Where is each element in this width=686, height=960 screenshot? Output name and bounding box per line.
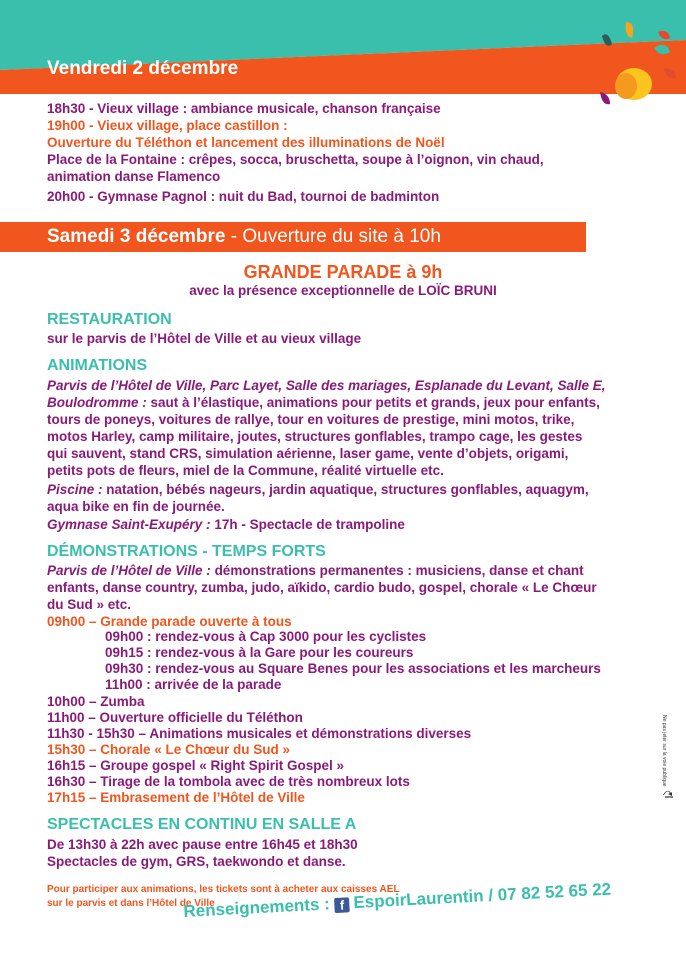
embrasement-word: Embrasement bbox=[100, 790, 190, 805]
embrasement-rest: de l’Hôtel de Ville bbox=[189, 790, 305, 805]
friday-title: Vendredi 2 décembre bbox=[47, 58, 239, 79]
footer-note-2: sur le parvis et dans l’Hôtel de Ville bbox=[47, 898, 215, 909]
animations-venues: Parvis de l’Hôtel de Ville, Parc Layet, Salle des mariages, Esplanade du Levant, Salle E, bbox=[47, 378, 606, 393]
contact-label: Renseignements : bbox=[183, 894, 331, 921]
venue-label: Boulodromme : bbox=[47, 395, 147, 410]
parvis-label: Parvis de l’Hôtel de Ville : bbox=[47, 563, 211, 578]
animations-line-3: tours de poneys, voitures de rallye, tour en voitures de prestige, mini motos, trike, bbox=[47, 412, 575, 427]
animations-line-9 bbox=[47, 516, 405, 533]
parvis-text: démonstrations permanentes : musiciens, danse et chant bbox=[210, 563, 584, 578]
friday-item-text: - Vieux village, place castillon : bbox=[85, 118, 288, 133]
schedule-item: 16h30 – Tirage de la tombola avec de très nombreux lots bbox=[47, 774, 410, 789]
animations-line-5: qui sauvent, stand CRS, simulation aérienne, laser game, vente d’objets, origami, bbox=[47, 446, 569, 461]
friday-item-time: 20h00 bbox=[47, 189, 86, 204]
spectacles-line-1: De 13h30 à 22h avec pause entre 16h45 et 18h30 bbox=[47, 837, 358, 852]
embrasement-time: 17h15 – bbox=[47, 790, 101, 805]
facebook-page-link[interactable]: EspoirLaurentin bbox=[352, 886, 485, 913]
embrasement-line bbox=[47, 789, 305, 806]
parade-sub-4: 11h00 : arrivée de la parade bbox=[105, 677, 282, 692]
friday-item-time: 19h00 bbox=[47, 118, 86, 133]
phone-number[interactable]: / 07 82 52 65 22 bbox=[483, 879, 612, 906]
animations-heading: ANIMATIONS bbox=[47, 357, 148, 374]
facebook-icon: f bbox=[334, 897, 350, 913]
friday-item-5: animation danse Flamenco bbox=[47, 169, 221, 184]
footer-note-1: Pour participer aux animations, les tickets sont à acheter aux caisses AEL bbox=[47, 884, 400, 895]
friday-item-text: - Gymnase Pagnol : nuit du Bad, tournoi de badminton bbox=[85, 189, 440, 204]
side-note: Ne pas jeter sur la voie publique bbox=[661, 715, 667, 787]
piscine-label: Piscine : bbox=[47, 482, 103, 497]
parade-line-bold: tous bbox=[263, 614, 292, 629]
gymnase-text: 17h - Spectacle de trampoline bbox=[210, 517, 405, 532]
parade-title: GRANDE PARADE à 9h bbox=[243, 262, 443, 282]
restauration-text: sur le parvis de l’Hôtel de Ville et au vieux village bbox=[47, 331, 362, 346]
schedule-item: 15h30 – Chorale « Le Chœur du Sud » bbox=[47, 742, 291, 757]
friday-item-2 bbox=[47, 117, 288, 134]
saturday-opening: - Ouverture du site à 10h bbox=[225, 226, 441, 247]
schedule-item: 11h30 - 15h30 – Animations musicales et démonstrations diverses bbox=[47, 726, 472, 741]
piscine-text: natation, bébés nageurs, jardin aquatique, structures gonflables, aquagym, bbox=[102, 482, 589, 497]
friday-item-4: Place de la Fontaine : crêpes, socca, bruschetta, soupe à l’oignon, vin chaud, bbox=[47, 152, 544, 167]
spectacles-line-2: Spectacles de gym, GRS, taekwondo et danse. bbox=[47, 854, 346, 869]
animations-line-4: motos Harley, camp militaire, joutes, structures gonflables, trampo cage, les gestes bbox=[47, 429, 583, 444]
schedule-item: 16h15 – Groupe gospel « Right Spirit Gospel » bbox=[47, 758, 345, 773]
parade-line bbox=[47, 613, 292, 630]
restauration-heading: RESTAURATION bbox=[47, 311, 172, 328]
schedule-item: 10h00 – Zumba bbox=[47, 694, 145, 709]
friday-item-3: Ouverture du Téléthon et lancement des illuminations de Noël bbox=[47, 135, 445, 150]
parade-sub-3: 09h30 : rendez-vous au Square Benes pour les associations et les marcheurs bbox=[105, 661, 601, 676]
sun-logo bbox=[592, 20, 686, 112]
demos-line-1 bbox=[47, 562, 584, 579]
demos-line-3: du Sud » etc. bbox=[47, 597, 132, 612]
animations-line-2 bbox=[47, 394, 600, 411]
parade-line-text: 09h00 – Grande parade ouverte à bbox=[47, 614, 264, 629]
demos-heading: DÉMONSTRATIONS - TEMPS FORTS bbox=[47, 543, 326, 560]
schedule-item: 11h00 – Ouverture officielle du Téléthon bbox=[47, 710, 303, 725]
friday-item-6 bbox=[47, 188, 439, 205]
parade-subtitle: avec la présence exceptionnelle de LOÏC BRUNI bbox=[189, 283, 497, 298]
demos-line-2: enfants, danse country, zumba, judo, aïkido, cardio budo, gospel, chorale « Le Chœur bbox=[47, 580, 597, 595]
friday-item-1 bbox=[47, 100, 441, 117]
parade-sub-1: 09h00 : rendez-vous à Cap 3000 pour les cyclistes bbox=[105, 629, 427, 644]
gymnase-label: Gymnase Saint-Exupéry : bbox=[47, 517, 211, 532]
saturday-title bbox=[47, 226, 441, 248]
animations-line-7 bbox=[47, 481, 589, 498]
animations-line-8: aqua bike en fin de journée. bbox=[47, 499, 225, 514]
venue-text: saut à l’élastique, animations pour petits et grands, jeux pour enfants, bbox=[146, 395, 600, 410]
animations-line-6: petits pots de fleurs, miel de la Commune, réalité virtuelle etc. bbox=[47, 463, 444, 478]
friday-item-time: 18h30 bbox=[47, 101, 86, 116]
parade-sub-2: 09h15 : rendez-vous à la Gare pour les coureurs bbox=[105, 645, 414, 660]
recycle-icon bbox=[662, 786, 676, 800]
saturday-date: Samedi 3 décembre bbox=[47, 226, 226, 247]
friday-item-text: - Vieux village : ambiance musicale, chanson française bbox=[85, 101, 441, 116]
spectacles-heading: SPECTACLES EN CONTINU EN SALLE A bbox=[47, 816, 357, 833]
